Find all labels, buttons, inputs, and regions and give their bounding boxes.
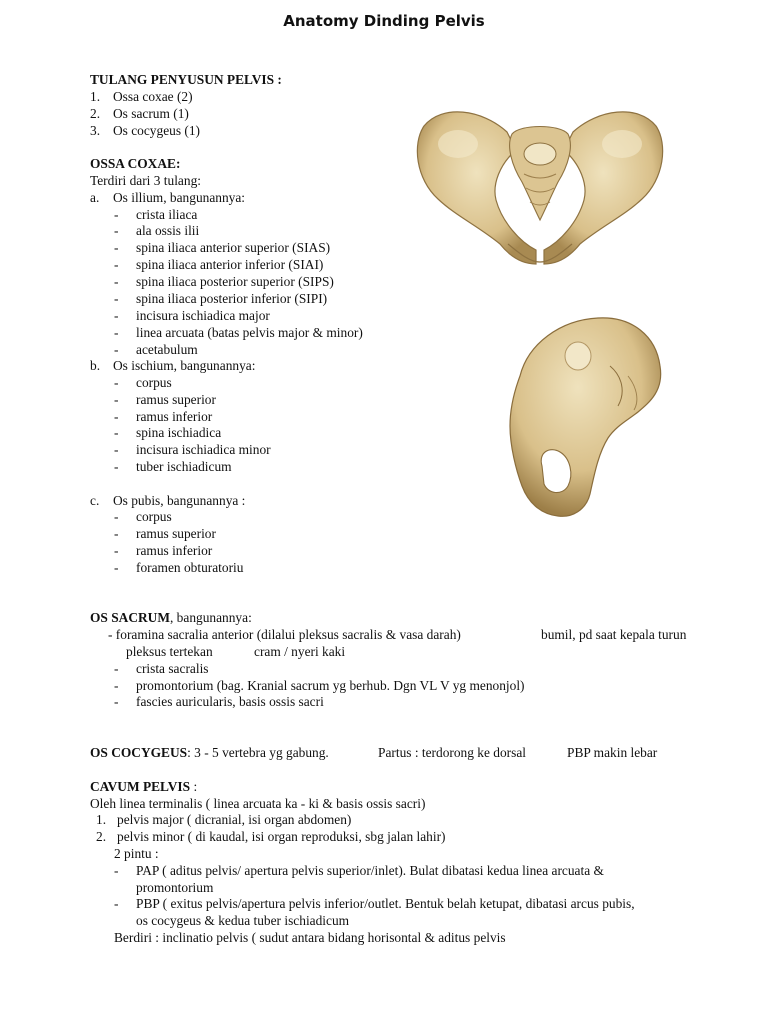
item-number: 1. xyxy=(90,89,101,104)
cavum-pap-line-2: promontorium xyxy=(136,880,214,895)
cocygeus-line xyxy=(90,745,329,761)
item-number: 3. xyxy=(90,123,101,138)
cocygeus-text-1: : 3 - 5 vertebra yg gabung. xyxy=(187,745,329,760)
tulang-item-1 xyxy=(90,89,193,105)
pubis-item xyxy=(114,543,212,559)
ischium-item xyxy=(114,459,232,475)
cavum-pintu: 2 pintu : xyxy=(114,846,159,861)
ilium-item xyxy=(114,223,199,239)
coxae-intro: Terdiri dari 3 tulang: xyxy=(90,173,201,188)
sacrum-heading-rest: , bangunannya: xyxy=(169,610,252,625)
item-text: ramus superior xyxy=(136,526,216,541)
tulang-heading: TULANG PENYUSUN PELVIS : xyxy=(90,72,282,87)
item-text: tuber ischiadicum xyxy=(136,459,232,474)
dash: - xyxy=(114,678,119,693)
coxae-heading: OSSA COXAE: xyxy=(90,156,181,171)
cocygeus-text-3: PBP makin lebar xyxy=(567,745,658,760)
sacrum-foramina-cont-1: pleksus tertekan xyxy=(126,644,213,659)
dash: - xyxy=(114,896,119,911)
item-text: PAP ( aditus pelvis/ apertura pelvis superior/inlet). Bulat dibatasi kedua linea arcuata & xyxy=(136,863,604,878)
ilium-item xyxy=(114,308,270,324)
dash: - xyxy=(114,863,119,878)
ischium-item xyxy=(114,442,271,458)
cavum-pbp-line-2: os cocygeus & kedua tuber ischiadicum xyxy=(136,913,350,928)
ischium-label-text: Os ischium, bangunannya: xyxy=(113,358,256,373)
sacrum-heading: OS SACRUM xyxy=(90,610,170,625)
item-text: corpus xyxy=(136,509,172,524)
item-text: ala ossis ilii xyxy=(136,223,200,238)
ischium-item xyxy=(114,392,216,408)
ilium-label-text: Os illium, bangunannya: xyxy=(113,190,246,205)
dash: - xyxy=(114,694,119,709)
pubis-item xyxy=(114,509,172,525)
dash: - xyxy=(114,409,119,424)
dash: - xyxy=(114,223,119,238)
pubis-item xyxy=(114,560,243,576)
cavum-heading: CAVUM PELVIS xyxy=(90,779,191,794)
dash: - xyxy=(114,375,119,390)
item-text: acetabulum xyxy=(136,342,198,357)
dash: - xyxy=(114,543,119,558)
pubis-label xyxy=(90,493,245,509)
ilium-label xyxy=(90,190,245,206)
dash: - xyxy=(114,308,119,323)
cocygeus-text-2: Partus : terdorong ke dorsal xyxy=(378,745,527,760)
dash: - xyxy=(114,661,119,676)
sacrum-foramina-cont-2: cram / nyeri kaki xyxy=(254,644,346,659)
sacrum-foramina: - foramina sacralia anterior (dilalui pleksus sacralis & vasa darah) xyxy=(108,627,461,642)
item-text: ramus inferior xyxy=(136,543,213,558)
pelvis-front-illustration xyxy=(412,104,668,270)
item-text: corpus xyxy=(136,375,172,390)
pubis-item xyxy=(114,526,216,542)
ilium-item xyxy=(114,257,323,273)
dash: - xyxy=(114,240,119,255)
sacrum-foramina-note: bumil, pd saat kepala turun xyxy=(541,627,687,642)
sacrum-item xyxy=(114,694,324,710)
ilium-item xyxy=(114,325,363,341)
cavum-line-1: Oleh linea terminalis ( linea arcuata ka - ki & basis ossis sacri) xyxy=(90,796,426,811)
ischium-item xyxy=(114,409,212,425)
hip-bone-lateral-illustration xyxy=(498,316,666,520)
item-text: promontorium (bag. Kranial sacrum yg berhub. Dgn VL V yg menonjol) xyxy=(136,678,525,693)
ischium-label xyxy=(90,358,255,374)
item-text: PBP ( exitus pelvis/apertura pelvis inferior/outlet. Bentuk belah ketupat, dibatasi arcus pubis, xyxy=(136,896,635,911)
dash: - xyxy=(114,526,119,541)
item-text: foramen obturatoriu xyxy=(136,560,244,575)
sacrum-item xyxy=(114,678,525,694)
cavum-berdiri: Berdiri : inclinatio pelvis ( sudut antara bidang horisontal & aditus pelvis xyxy=(114,930,506,945)
dash: - xyxy=(114,291,119,306)
item-text: pelvis minor ( di kaudal, isi organ reproduksi, sbg jalan lahir) xyxy=(117,829,446,844)
dash: - xyxy=(114,442,119,457)
item-text: ramus superior xyxy=(136,392,216,407)
item-text: Os cocygeus (1) xyxy=(113,123,201,138)
sacrum-heading-line xyxy=(90,610,252,626)
item-text: fascies auricularis, basis ossis sacri xyxy=(136,694,324,709)
list-mark: a. xyxy=(90,190,100,205)
dash: - xyxy=(114,274,119,289)
item-text: Os sacrum (1) xyxy=(113,106,189,121)
item-number: 2. xyxy=(96,829,107,844)
cocygeus-heading: OS COCYGEUS xyxy=(90,745,188,760)
cavum-heading-rest: : xyxy=(190,779,198,794)
pubis-label-text: Os pubis, bangunannya : xyxy=(113,493,246,508)
cavum-heading-line xyxy=(90,779,197,795)
dash: - xyxy=(114,392,119,407)
item-text: spina ischiadica xyxy=(136,425,222,440)
tulang-item-3 xyxy=(90,123,200,139)
dash: - xyxy=(114,459,119,474)
ischium-item xyxy=(114,375,172,391)
ilium-item xyxy=(114,207,197,223)
item-text: Ossa coxae (2) xyxy=(113,89,193,104)
item-text: incisura ischiadica minor xyxy=(136,442,271,457)
dash: - xyxy=(114,425,119,440)
ilium-item xyxy=(114,291,327,307)
dash: - xyxy=(114,207,119,222)
dash: - xyxy=(114,342,119,357)
list-mark: c. xyxy=(90,493,100,508)
item-number: 2. xyxy=(90,106,101,121)
item-number: 1. xyxy=(96,812,107,827)
ischium-item xyxy=(114,425,221,441)
dash: - xyxy=(114,257,119,272)
dash: - xyxy=(114,325,119,340)
tulang-item-2 xyxy=(90,106,189,122)
list-mark: b. xyxy=(90,358,101,373)
cavum-item-1 xyxy=(96,812,351,828)
item-text: crista iliaca xyxy=(136,207,198,222)
cavum-item-2 xyxy=(96,829,446,845)
item-text: spina iliaca anterior superior (SIAS) xyxy=(136,240,331,255)
item-text: crista sacralis xyxy=(136,661,209,676)
ilium-item xyxy=(114,274,334,290)
ilium-item xyxy=(114,240,330,256)
item-text: spina iliaca anterior inferior (SIAI) xyxy=(136,257,324,272)
item-text: spina iliaca posterior inferior (SIPI) xyxy=(136,291,328,306)
ilium-item xyxy=(114,342,198,358)
item-text: spina iliaca posterior superior (SIPS) xyxy=(136,274,334,289)
item-text: linea arcuata (batas pelvis major & minor) xyxy=(136,325,363,340)
cavum-pbp-line-1 xyxy=(114,896,635,912)
item-text: pelvis major ( dicranial, isi organ abdomen) xyxy=(117,812,352,827)
page-title: Anatomy Dinding Pelvis xyxy=(283,12,485,30)
dash: - xyxy=(114,509,119,524)
cavum-pap-line-1 xyxy=(114,863,604,879)
sacrum-item xyxy=(114,661,209,677)
dash: - xyxy=(114,560,119,575)
item-text: incisura ischiadica major xyxy=(136,308,270,323)
item-text: ramus inferior xyxy=(136,409,213,424)
